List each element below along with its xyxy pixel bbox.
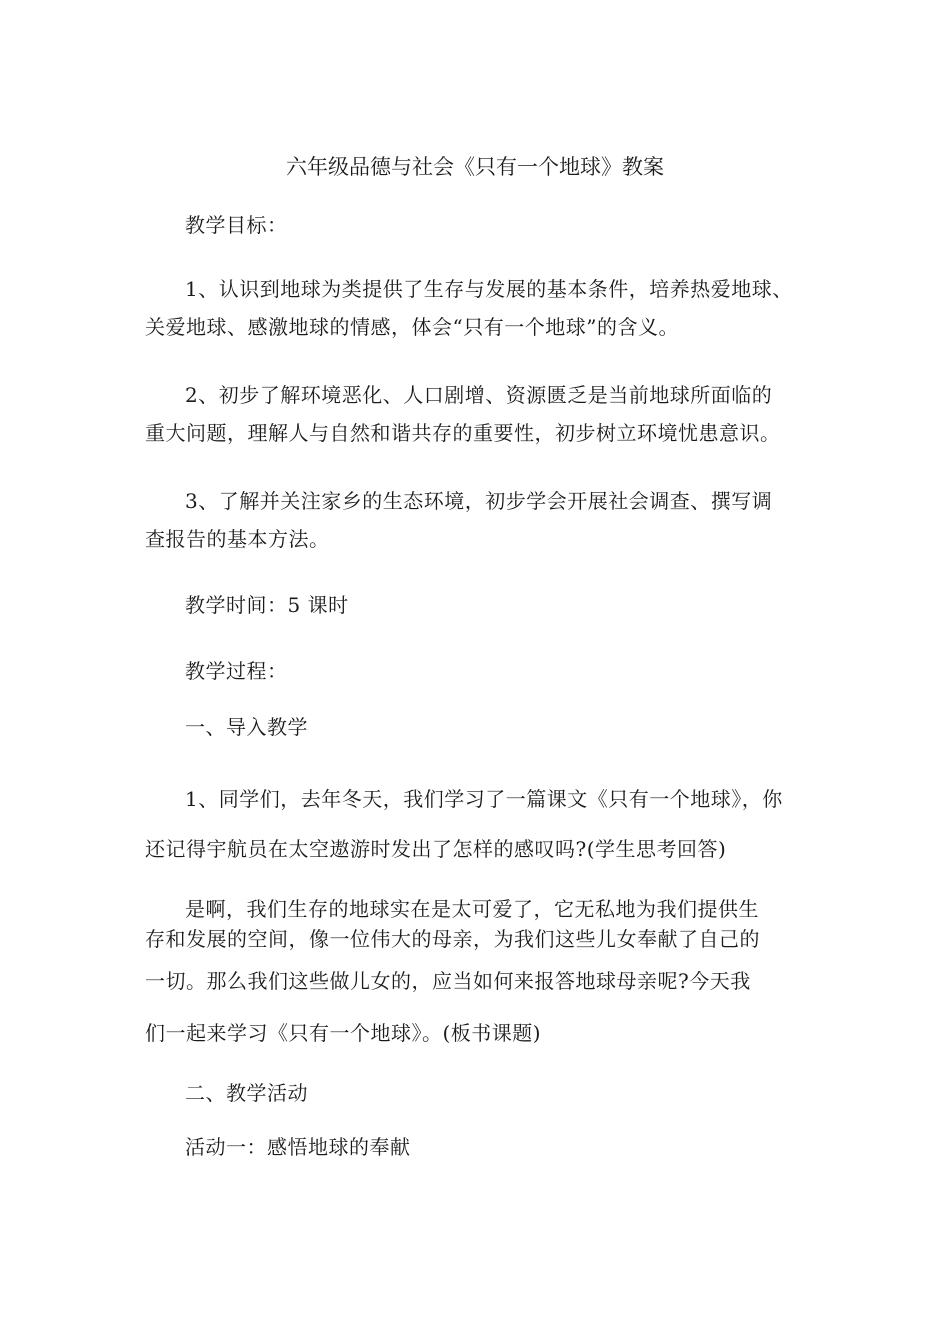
response-line-3: 一切。那么我们这些做儿女的，应当如何来报答地球母亲呢?今天我 (145, 969, 751, 993)
objective-2 (145, 376, 825, 452)
response-paragraph (145, 894, 825, 954)
objective-1 (145, 270, 825, 346)
document-title: 六年级品德与社会《只有一个地球》教案 (286, 155, 664, 179)
objective-3-line-1: 3、了解并关注家乡的生态环境，初步学会开展社会调查、撰写调 (185, 489, 773, 513)
intro-line-2: 还记得宇航员在太空遨游时发出了怎样的感叹吗?(学生思考回答) (145, 837, 727, 861)
intro-paragraph (145, 774, 825, 874)
section-1-heading: 一、导入教学 (185, 715, 308, 739)
response-line-4: 们一起来学习《只有一个地球》。(板书课题) (145, 1021, 542, 1045)
objective-1-line-2: 关爱地球、感激地球的情感，体会“只有一个地球”的含义。 (145, 315, 679, 339)
objective-3-line-2: 查报告的基本方法。 (145, 527, 330, 551)
response-paragraph-cont (145, 955, 825, 1059)
objective-1-line-1: 1、认识到地球为类提供了生存与发展的基本条件，培养热爱地球、 (185, 277, 793, 301)
process-heading: 教学过程： (185, 659, 288, 683)
response-line-2: 存和发展的空间，像一位伟大的母亲，为我们这些儿女奉献了自己的 (145, 927, 760, 951)
objective-2-line-1: 2、初步了解环境恶化、人口剧增、资源匮乏是当前地球所面临的 (185, 383, 773, 407)
activity-1-heading: 活动一：感悟地球的奉献 (185, 1135, 411, 1159)
response-line-1: 是啊，我们生存的地球实在是太可爱了，它无私地为我们提供生 (185, 897, 759, 921)
intro-line-1: 1、同学们，去年冬天，我们学习了一篇课文《只有一个地球》，你 (185, 787, 783, 811)
teaching-time: 教学时间：5 课时 (185, 593, 349, 617)
section-2-heading: 二、教学活动 (185, 1081, 308, 1105)
objectives-heading: 教学目标： (185, 213, 288, 237)
objective-3 (145, 482, 825, 558)
objective-2-line-2: 重大问题，理解人与自然和谐共存的重要性，初步树立环境忧患意识。 (145, 421, 781, 445)
